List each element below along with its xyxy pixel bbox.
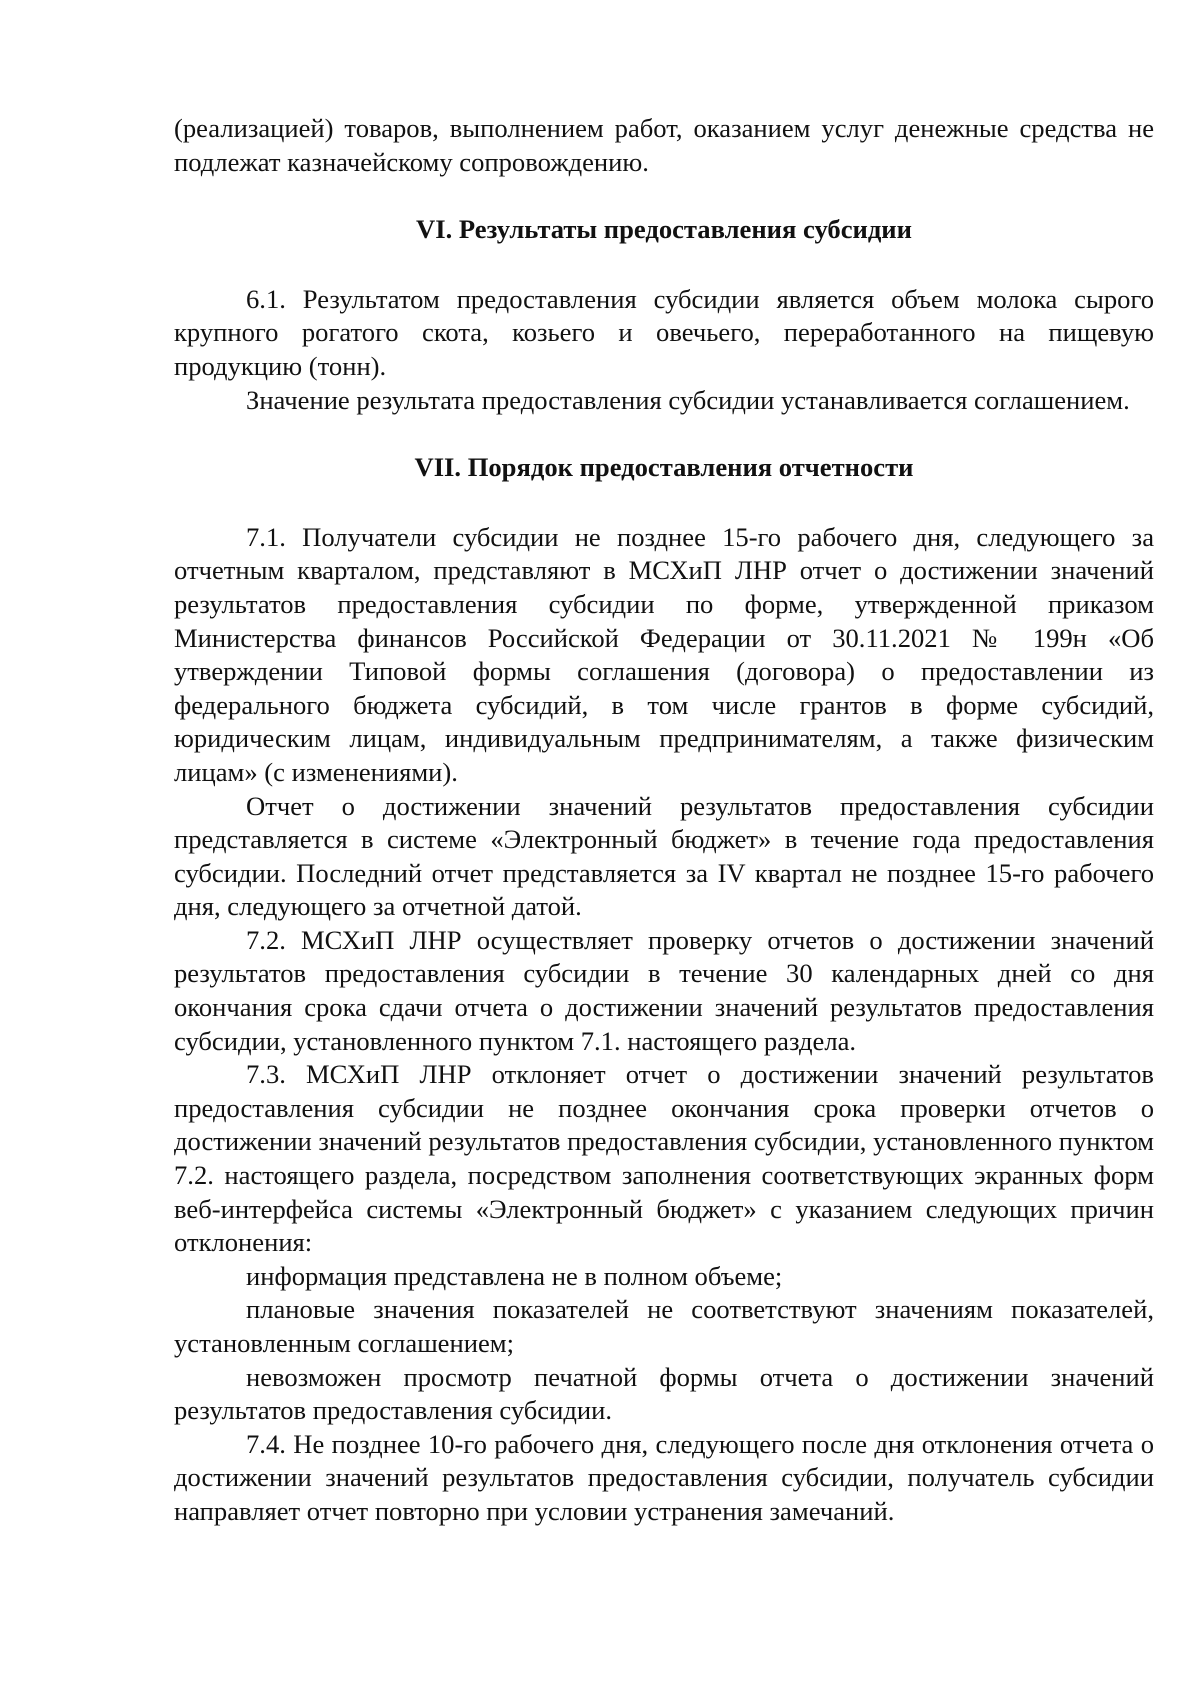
spacer <box>174 485 1154 521</box>
document-page <box>174 112 1154 1529</box>
rejection-reason-1: информация представлена не в полном объеме; <box>246 1260 783 1291</box>
rejection-reason-2: плановые значения показателей не соответствуют значениям показателей, установленным соглашением; <box>174 1294 1154 1358</box>
spacer <box>174 247 1154 283</box>
rejection-reason-3: невозможен просмотр печатной формы отчета о достижении значений результатов предоставления субсидии. <box>174 1361 1154 1426</box>
paragraph-6-1: 6.1. Результатом предоставления субсидии является объем молока сырого крупного рогатого скота, козьего и овечьего, переработанного на пищевую продукцию (тонн). <box>174 283 1154 381</box>
paragraph-6-value: Значение результата предоставления субсидии устанавливается соглашением. <box>246 384 1130 415</box>
intro-paragraph: (реализацией) товаров, выполнением работ, оказанием услуг денежные средства не подлежат казначейскому сопровождению. <box>174 113 1154 177</box>
paragraph-7-3: 7.3. МСХиП ЛНР отклоняет отчет о достижении значений результатов предоставления субсидии не позднее окончания срока проверки отчетов о достижении значений результатов предоставления субсидии, установленного пунктом 7.2. настоящего раздела, посредством заполнения соответствующих экранных форм веб-интерфейса системы «Электронный бюджет» с указанием следующих причин отклонения: <box>174 1059 1154 1258</box>
section-6-heading: VI. Результаты предоставления субсидии <box>416 214 912 245</box>
spacer <box>174 417 1154 451</box>
paragraph-7-4: 7.4. Не позднее 10-го рабочего дня, следующего после дня отклонения отчета о достижении значений результатов предоставления субсидии, получатель субсидии направляет отчет повторно при условии устранения замечаний. <box>174 1428 1154 1526</box>
paragraph-7-1: 7.1. Получатели субсидии не позднее 15-го рабочего дня, следующего за отчетным кварталом, представляют в МСХиП ЛНР отчет о достижении значений результатов предоставления субсидии по форме, утвержденной приказом Министерства финансов Российской Федерации от 30.11.2021 № 199н «Об утверждении Типовой формы соглашения (договора) о предоставлении из федерального бюджета субсидий, в том числе грантов в форме субсидий, юридическим лицам, индивидуальным предпринимателям, а также физическим лицам» (с изменениями). <box>174 521 1154 787</box>
paragraph-7-1-report: Отчет о достижении значений результатов предоставления субсидии представляется в системе «Электронный бюджет» в течение года предоставления субсидии. Последний отчет представляется за IV квартал не позднее 15-го рабочего дня, следующего за отчетной датой. <box>174 790 1154 922</box>
section-7-heading: VII. Порядок предоставления отчетности <box>414 452 914 483</box>
spacer <box>174 179 1154 213</box>
paragraph-7-2: 7.2. МСХиП ЛНР осуществляет проверку отчетов о достижении значений результатов предоставления субсидии в течение 30 календарных дней со дня окончания срока сдачи отчета о достижении значений результатов предоставления субсидии, установленного пунктом 7.1. настоящего раздела. <box>174 924 1154 1056</box>
